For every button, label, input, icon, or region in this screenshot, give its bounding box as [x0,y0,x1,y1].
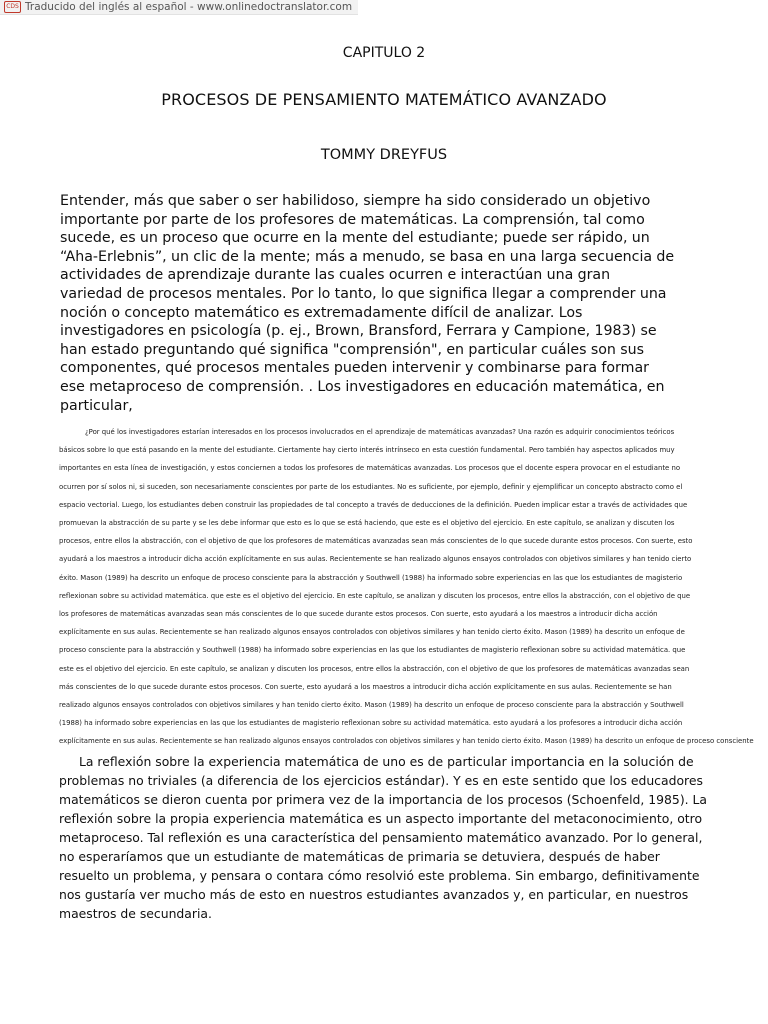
intro-line: particular, [60,397,133,414]
intro-line: ese metaproceso de comprensión. . Los investigadores en educación matemática, en [60,378,665,395]
small-print-line: ocurren por sí solos ni, si suceden, son necesariamente conscientes por parte de los estudiantes. No es suficiente, por ejemplo, definir y ejemplificar un concepto abstracto como el [59,482,683,491]
intro-line: variedad de procesos mentales. Por lo tanto, lo que significa llegar a comprender una [60,285,667,302]
intro-line: noción o concepto matemático es extremadamente difícil de analizar. Los [60,304,583,321]
small-print-line: proceso consciente para la abstracción y Southwell (1988) ha informado sobre experiencias en las que los estudiantes de magisterio reflexionan sobre su actividad matemática. que [59,646,686,655]
small-print-line: éxito. Mason (1989) ha descrito un enfoque de proceso consciente para la abstracción y Southwell (1988) ha informado sobre experiencias en las que los estudiantes de magisterio [59,573,683,582]
small-print-line: explícitamente en sus aulas. Recientemente se han realizado algunos ensayos controlados con objetivos similares y han tenido cierto éxito. Mason (1989) ha descrito un enfoque de [59,628,685,637]
small-print-line: ayudará a los maestros a introducir dicha acción explícitamente en sus aulas. Recientemente se han realizado algunos ensayos controlados con objetivos similares y han tenido cierto [59,555,692,564]
intro-line: “Aha-Erlebnis”, un clic de la mente; más a menudo, se basa en una larga secuencia de [60,248,675,265]
intro-line: componentes, qué procesos mentales pueden intervenir y combinarse para formar [60,360,649,377]
small-print-line: espacio vectorial. Luego, los estudiantes deben construir las propiedades de tal concepto a través de deducciones de la definición. Pueden implicar estar a través de actividades que [59,500,688,509]
small-print-line: realizado algunos ensayos controlados con objetivos similares y han tenido cierto éxito. Mason (1989) ha descrito un enfoque de proceso consciente para la abstracción y Southwell [59,701,684,710]
small-print-line: (1988) ha informado sobre experiencias en las que los estudiantes de magisterio reflexionan sobre su actividad matemática. esto ayudará a los profesores a introducir dicha acción [59,719,683,728]
intro-line: Entender, más que saber o ser habilidoso, siempre ha sido considerado un objetivo [60,193,651,209]
small-print-line: reflexionan sobre su actividad matemática. que este es el objetivo del ejercicio. En este capítulo, se analizan y discuten los procesos, entre ellos la abstracción, con el objetivo de que [59,591,691,600]
pdf-translate-icon: CDS [4,1,21,13]
reflection-line: problemas no triviales (a diferencia de los ejercicios estándar). Y es en este sentido que los educadores [59,773,703,788]
intro-line: actividades de aprendizaje durante las cuales ocurren e interactúan una gran [60,267,611,284]
small-print-line: importantes en esta línea de investigación, y estos conciernen a todos los profesores de matemáticas avanzadas. Los procesos que el docente espera provocar en el estudiante no [59,464,681,473]
small-print-line: básicos sobre lo que está pasando en la mente del estudiante. Ciertamente hay cierto interés intrínseco en esta cuestión fundamental. Pero también hay aspectos aplicados muy [59,446,675,455]
reflection-line: La reflexión sobre la experiencia matemática de uno es de particular importancia en la solución de [79,754,694,769]
small-print-line: promuevan la abstracción de su parte y se les debe informar que esto es lo que se está haciendo, que este es el objetivo del ejercicio. En este capítulo, se analizan y discuten los [59,519,675,528]
translator-banner[interactable] [0,0,358,15]
translator-banner-text[interactable]: Traducido del inglés al español - www.onlinedoctranslator.com [25,1,353,13]
reflection-line: resuelto un problema, y pensara o contara cómo resolvió este problema. Sin embargo, definitivamente [59,868,700,883]
intro-line: han estado preguntando qué significa "comprensión", en particular cuáles son sus [60,341,644,358]
reflection-line: no esperaríamos que un estudiante de matemáticas de primaria se detuviera, después de haber [59,849,660,864]
page-title: PROCESOS DE PENSAMIENTO MATEMÁTICO AVANZADO [161,90,607,109]
reflection-paragraph [59,752,719,923]
reflection-line: nos gustaría ver mucho más de esto en nuestros estudiantes avanzados y, en particular, en nuestros [59,887,689,902]
small-print-paragraph [59,423,768,751]
intro-paragraph [60,192,720,415]
small-print-line: procesos, entre ellos la abstracción, con el objetivo de que los profesores de matemáticas avanzadas sean más conscientes de lo que sucede durante estos procesos. Con suerte, esto [59,537,693,546]
small-print-line: ¿Por qué los investigadores estarían interesados en los procesos involucrados en el aprendizaje de matemáticas avanzadas? Una razón es adquirir conocimientos teóricos [85,428,675,436]
reflection-line: metaproceso. Tal reflexión es una característica del pensamiento matemático avanzado. Por lo general, [59,830,703,845]
small-print-line: este es el objetivo del ejercicio. En este capítulo, se analizan y discuten los procesos, entre ellos la abstracción, con el objetivo de que los profesores de matemáticas avanzadas sean [59,664,690,673]
author-name: TOMMY DREYFUS [320,147,448,163]
small-print-line: los profesores de matemáticas avanzadas sean más conscientes de lo que sucede durante estos procesos. Con suerte, esto ayudará a los maestros a introducir dicha acción [59,610,658,619]
reflection-line: maestros de secundaria. [59,906,212,921]
reflection-line: matemáticos se dieron cuenta por primera vez de la importancia de los procesos (Schoenfeld, 1985). La [59,792,708,807]
small-print-line: más conscientes de lo que sucede durante estos procesos. Con suerte, esto ayudará a los maestros a introducir dicha acción explícitamente en sus aulas. Recientemente se han [59,682,672,691]
intro-line: importante por parte de los profesores de matemáticas. La comprensión, tal como [60,211,645,228]
intro-line: investigadores en psicología (p. ej., Brown, Bransford, Ferrara y Campione, 1983) se [60,323,657,340]
intro-line: sucede, es un proceso que ocurre en la mente del estudiante; puede ser rápido, un [60,230,650,247]
chapter-label: CAPITULO 2 [342,45,426,61]
small-print-line: explícitamente en sus aulas. Recientemente se han realizado algunos ensayos controlados con objetivos similares y han tenido cierto éxito. Mason (1989) ha descrito un enfoque de proceso consciente [59,737,754,746]
reflection-line: reflexión sobre la propia experiencia matemática es un aspecto importante del metaconocimiento, otro [59,811,703,826]
